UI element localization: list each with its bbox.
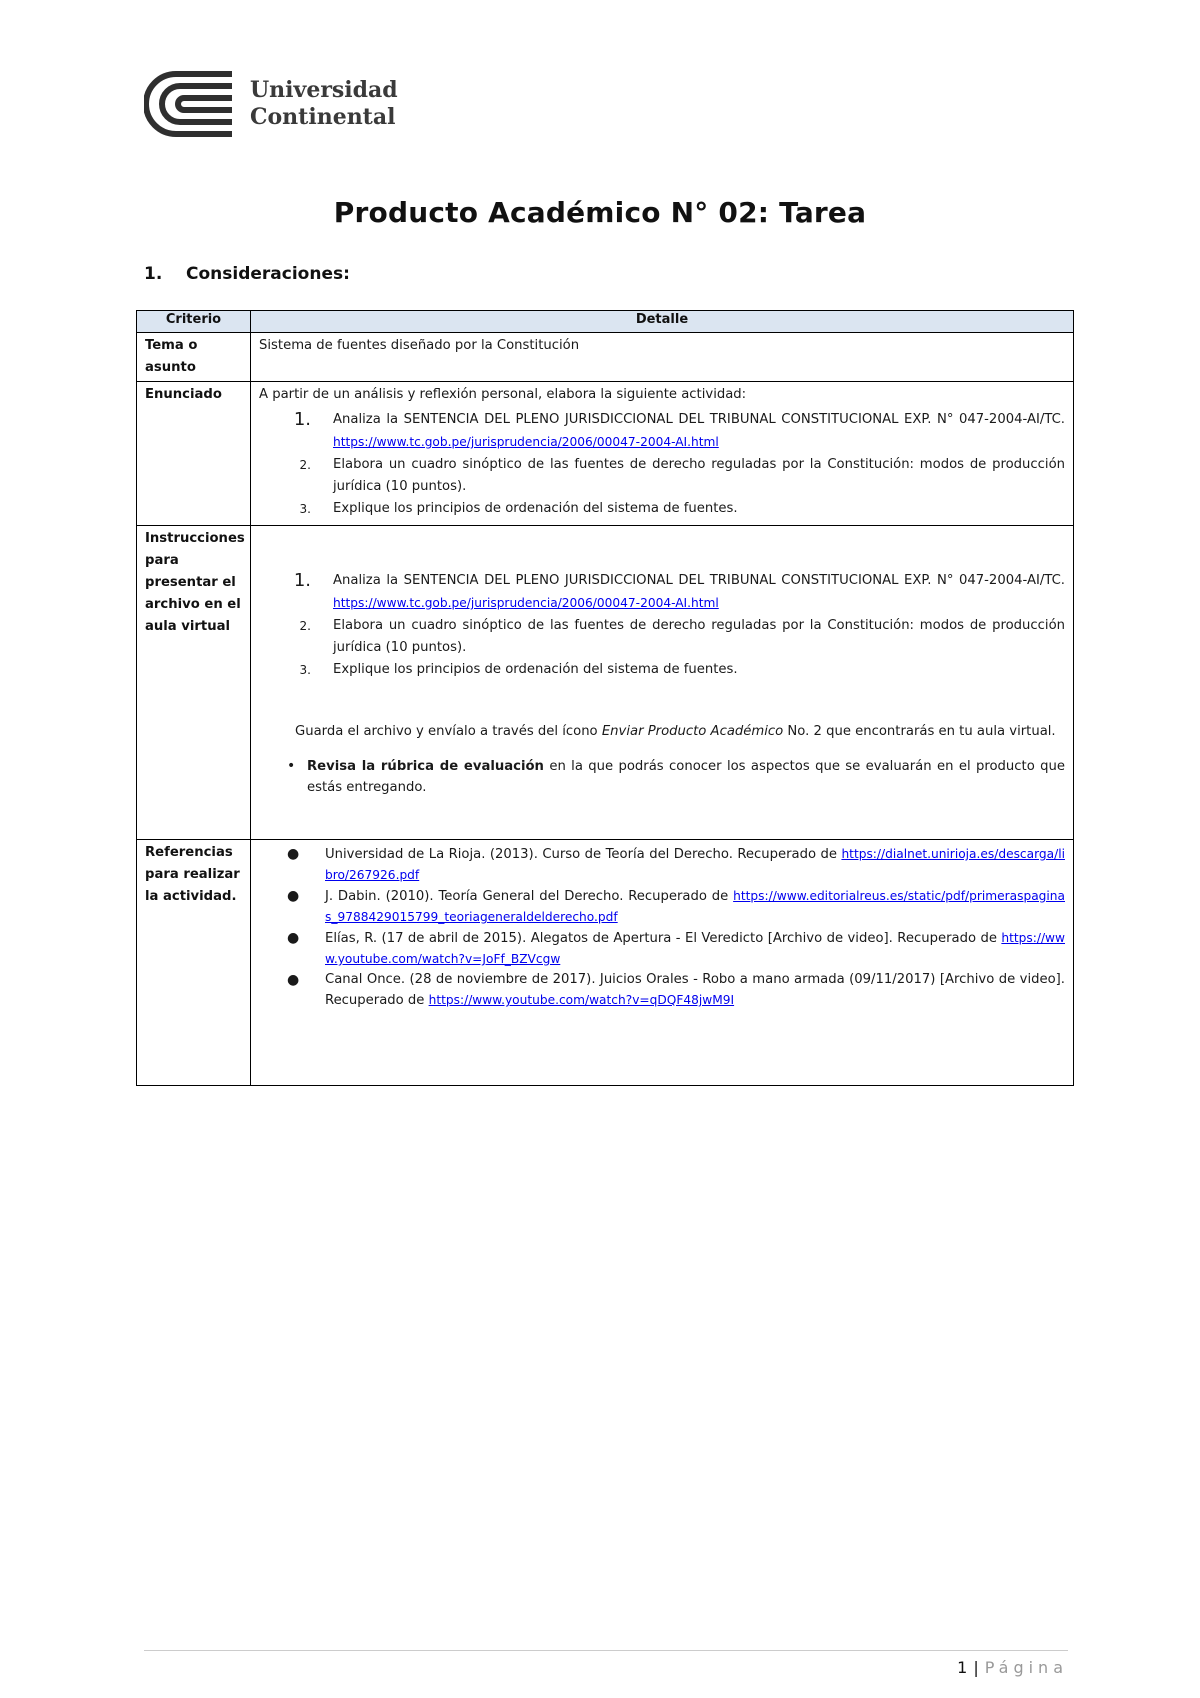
- instructions-text-end: No. 2 que encontrarás en tu aula virtual.: [787, 724, 1056, 739]
- item-number: 2.: [299, 458, 311, 472]
- university-name-line1: Universidad: [250, 77, 398, 103]
- footer-divider: [144, 1650, 1068, 1651]
- reference-link[interactable]: https://www.youtube.com/watch?v=qDQF48jwM9I: [428, 993, 735, 1007]
- reference-item: [259, 928, 1065, 970]
- sentencia-link[interactable]: https://www.tc.gob.pe/jurisprudencia/2006/00047-2004-AI.html: [333, 435, 719, 449]
- criterion-label: Tema o asunto: [137, 333, 251, 382]
- item-text: Explique los principios de ordenación del sistema de fuentes.: [333, 662, 738, 677]
- table-row-instrucciones: [137, 526, 1074, 840]
- university-name: [250, 77, 398, 131]
- item-number: 3.: [299, 502, 311, 516]
- rubric-text: en la que podrás conocer los aspectos que se evaluarán en el producto que estás entregando.: [307, 759, 1065, 795]
- list-item: [259, 615, 1065, 659]
- reference-item: [259, 844, 1065, 886]
- page-number: 1: [957, 1658, 968, 1677]
- enunciado-intro: A partir de un análisis y reflexión personal, elabora la siguiente actividad:: [259, 387, 747, 402]
- bullet-icon: ●: [287, 888, 300, 904]
- list-item: [259, 570, 1065, 615]
- item-text: Analiza la SENTENCIA DEL PLENO JURISDICCIONAL DEL TRIBUNAL CONSTITUCIONAL EXP. N° 047-2004-AI/TC.: [333, 573, 1065, 588]
- detail-cell: [251, 840, 1074, 1086]
- university-logo: [144, 70, 398, 138]
- reference-link[interactable]: https://dialnet.unirioja.es/descarga/libro/267926.pdf: [325, 847, 1065, 882]
- item-number: 3.: [299, 663, 311, 677]
- list-item: [259, 454, 1065, 498]
- table-row-referencias: [137, 840, 1074, 1086]
- instructions-italic: Enviar Producto Académico: [601, 724, 784, 739]
- detail-cell: [251, 382, 1074, 526]
- rubric-bold: Revisa la rúbrica de evaluación: [307, 759, 544, 774]
- submit-instructions: [295, 721, 1065, 742]
- reference-item: [259, 970, 1065, 1011]
- item-text: Explique los principios de ordenación del sistema de fuentes.: [333, 501, 738, 516]
- list-item: [259, 409, 1065, 454]
- bullet-icon: ●: [287, 930, 300, 946]
- document-title: Producto Académico N° 02: Tarea: [333, 196, 867, 229]
- item-number: 1.: [293, 409, 311, 430]
- item-number: 1.: [293, 570, 311, 591]
- criterion-label: Enunciado: [137, 382, 251, 526]
- references-list: [259, 844, 1065, 1011]
- page-word: Página: [984, 1658, 1068, 1677]
- university-logo-icon: [144, 70, 236, 138]
- table-row-tema: [137, 333, 1074, 382]
- item-text: Elabora un cuadro sinóptico de las fuentes de derecho reguladas por la Constitución: modos de producción jurídica (10 puntos).: [333, 457, 1065, 494]
- bullet-icon: ●: [287, 846, 300, 862]
- item-text: Elabora un cuadro sinóptico de las fuentes de derecho reguladas por la Constitución: modos de producción jurídica (10 puntos).: [333, 618, 1065, 655]
- section-heading: [144, 264, 350, 284]
- enunciado-list: [259, 409, 1065, 520]
- section-number: 1.: [144, 264, 163, 284]
- item-text: Analiza la SENTENCIA DEL PLENO JURISDICCIONAL DEL TRIBUNAL CONSTITUCIONAL EXP. N° 047-2004-AI/TC.: [333, 412, 1065, 427]
- bullet-icon: ●: [287, 972, 300, 988]
- table-row-enunciado: [137, 382, 1074, 526]
- header-detalle: Detalle: [251, 311, 1074, 333]
- reference-text: J. Dabin. (2010). Teoría General del Derecho. Recuperado de: [325, 889, 729, 904]
- reference-text: Universidad de La Rioja. (2013). Curso de Teoría del Derecho. Recuperado de: [325, 847, 837, 862]
- bullet-icon: •: [287, 758, 296, 774]
- rubric-bullet: [287, 756, 1065, 798]
- reference-link[interactable]: https://www.youtube.com/watch?v=JoFf_BZVcgw: [325, 931, 1065, 966]
- list-item: [259, 498, 1065, 520]
- detail-text: Sistema de fuentes diseñado por la Constitución: [251, 333, 1074, 382]
- reference-link[interactable]: https://www.editorialreus.es/static/pdf/primeraspaginas_9788429015799_teoriageneraldelderecho.pdf: [325, 889, 1065, 924]
- list-item: [259, 659, 1065, 681]
- section-label: Consideraciones:: [186, 264, 350, 284]
- item-number: 2.: [299, 619, 311, 633]
- sentencia-link[interactable]: https://www.tc.gob.pe/jurisprudencia/2006/00047-2004-AI.html: [333, 596, 719, 610]
- header-criterio: Criterio: [137, 311, 251, 333]
- page-footer: [957, 1658, 1068, 1677]
- reference-text: Canal Once. (28 de noviembre de 2017). Juicios Orales - Robo a mano armada (09/11/2017) [Archivo de video]. Recuperado de: [325, 972, 1065, 1008]
- reference-text: Elías, R. (17 de abril de 2015). Alegatos de Apertura - El Veredicto [Archivo de video]. Recuperado de: [325, 931, 997, 946]
- footer-separator: |: [973, 1658, 979, 1677]
- table-header-row: [137, 311, 1074, 333]
- instructions-text: Guarda el archivo y envíalo a través del ícono: [295, 724, 598, 739]
- criterion-label: Instrucciones para presentar el archivo en el aula virtual: [137, 526, 251, 840]
- criteria-table: [136, 310, 1074, 1086]
- university-name-line2: Continental: [250, 104, 396, 130]
- instrucciones-list: [259, 570, 1065, 681]
- criterion-label: Referencias para realizar la actividad.: [137, 840, 251, 1086]
- detail-cell: [251, 526, 1074, 840]
- reference-item: [259, 886, 1065, 928]
